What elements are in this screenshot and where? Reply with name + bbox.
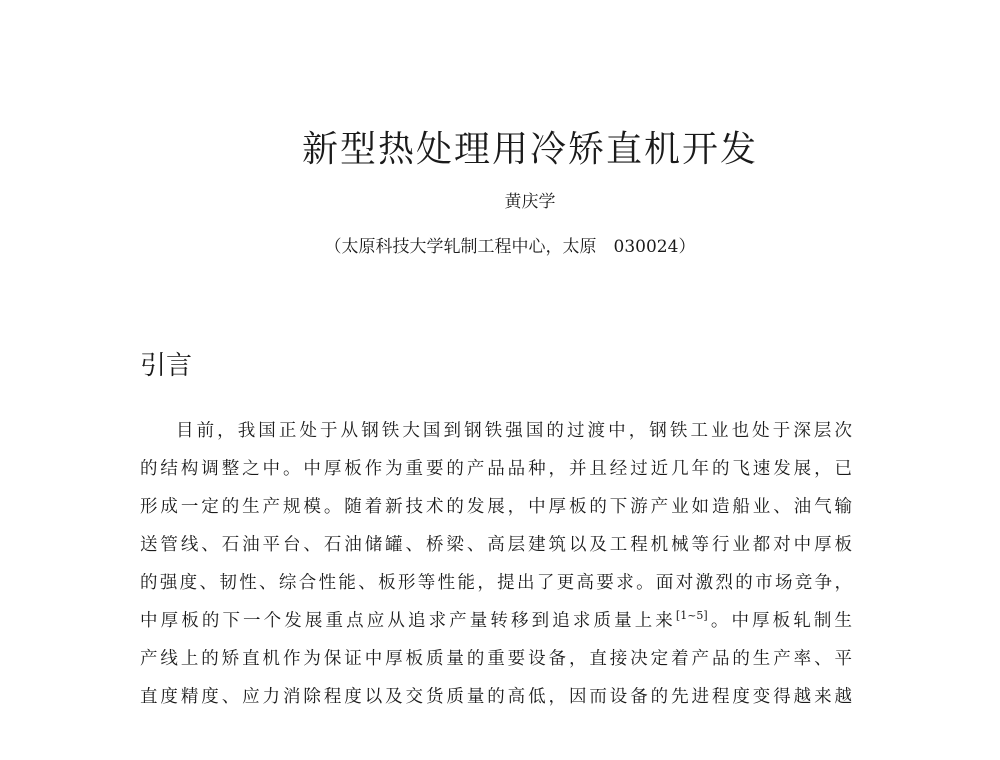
citation-reference: [1~5] — [675, 609, 708, 623]
author-name: 黄庆学 — [504, 192, 556, 212]
author-affiliation: （太原科技大学轧制工程中心，太原 030024） — [324, 237, 696, 257]
paragraph-line: 送管线、石油平台、石油储罐、桥梁、高层建筑以及工程机械等行业都对中厚板 — [140, 535, 852, 555]
paragraph-line: 直度精度、应力消除程度以及交货质量的高低，因而设备的先进程度变得越来越 — [140, 687, 852, 707]
paper-title: 新型热处理用冷矫直机开发 — [301, 129, 758, 170]
section-heading: 引言 — [140, 351, 193, 381]
paragraph-line: 形成一定的生产规模。随着新技术的发展，中厚板的下游产业如造船业、油气输 — [140, 497, 852, 517]
paragraph-line: 目前，我国正处于从钢铁大国到钢铁强国的过渡中，钢铁工业也处于深层次 — [176, 421, 852, 441]
paragraph-text: 。中厚板轧制生 — [707, 611, 853, 631]
paragraph-line: 的强度、韧性、综合性能、板形等性能，提出了更高要求。面对激烈的市场竞争， — [140, 573, 852, 593]
body-paragraph — [140, 412, 852, 716]
paragraph-line-with-citation — [140, 602, 852, 640]
paragraph-text: 中厚板的下一个发展重点应从追求产量转移到追求质量上来 — [140, 611, 676, 631]
paragraph-line: 产线上的矫直机作为保证中厚板质量的重要设备，直接决定着产品的生产率、平 — [140, 649, 852, 669]
paragraph-line: 的结构调整之中。中厚板作为重要的产品品种，并且经过近几年的飞速发展，已 — [140, 459, 852, 479]
